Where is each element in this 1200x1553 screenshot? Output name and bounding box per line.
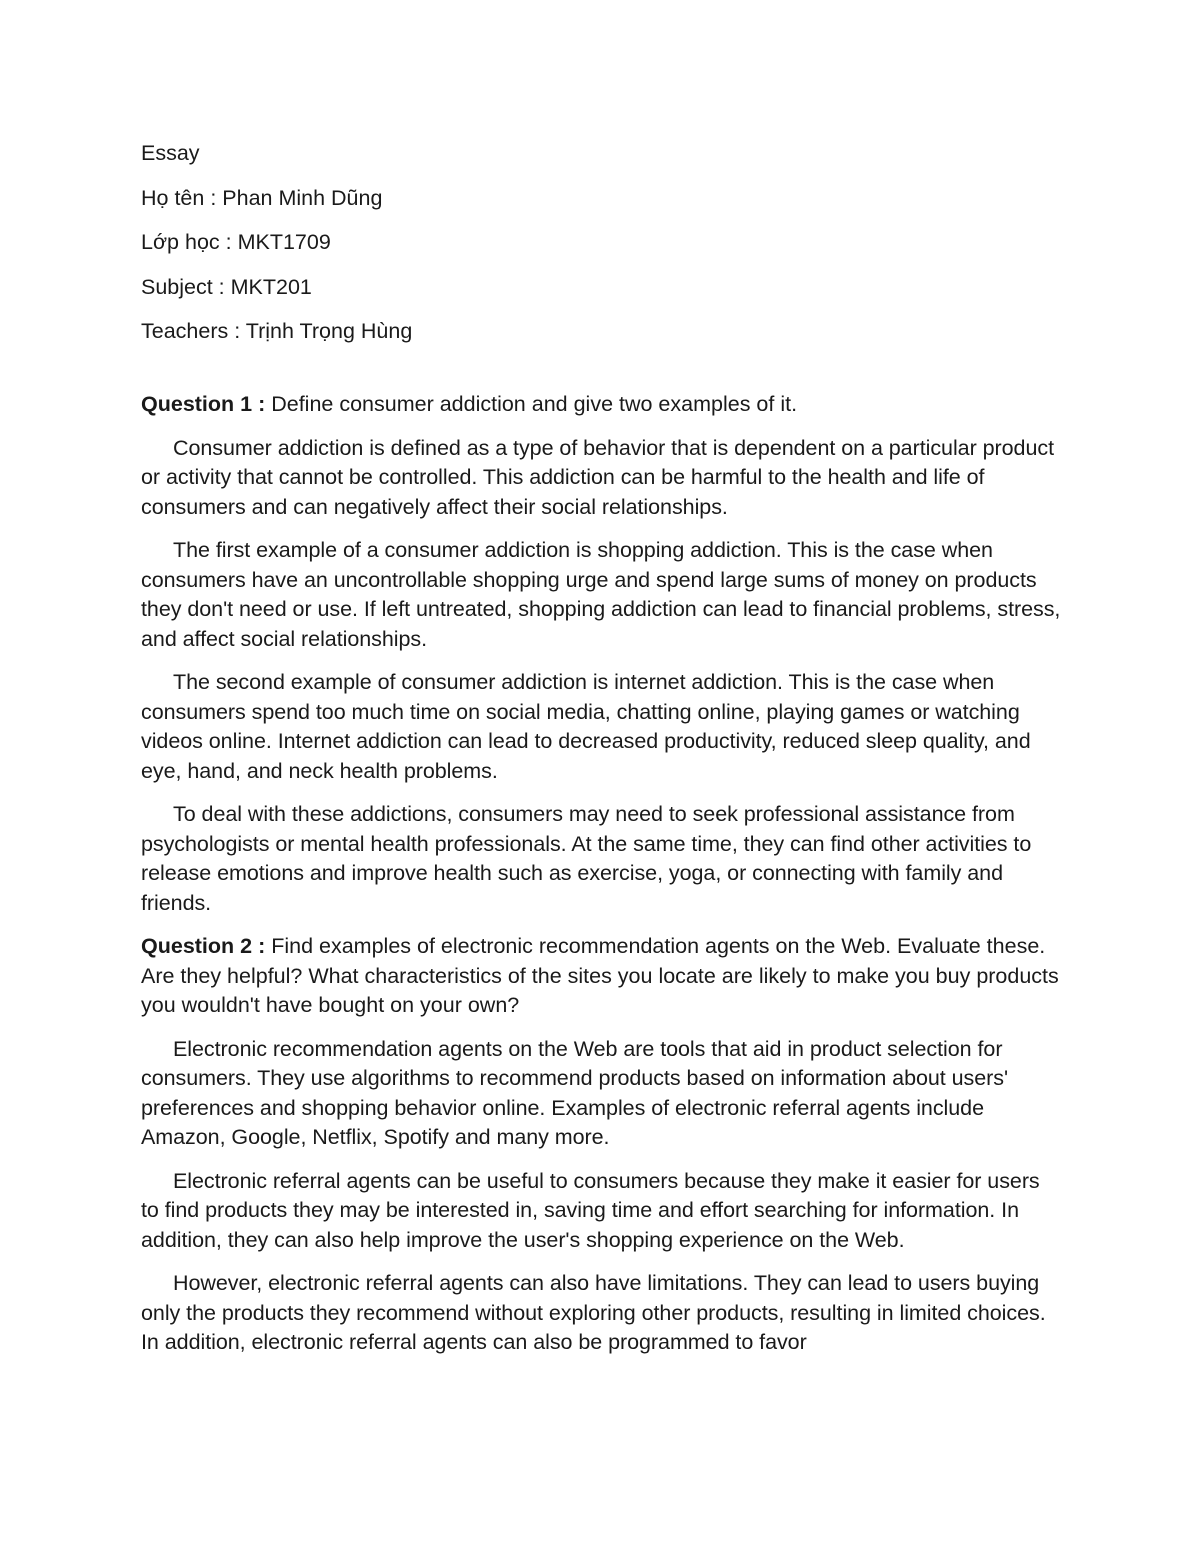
answer-1-paragraph: The first example of a consumer addiction is shopping addiction. This is the case when consumers have an uncontrollable shopping urge and spend large sums of money on products they don't need or use. If left untreated, shopping addiction can lead to financial problems, stress, and affect social relationships. (141, 538, 1061, 651)
question-1-prompt: Define consumer addiction and give two examples of it. (265, 392, 798, 416)
question-2-heading (141, 932, 1061, 1021)
answer-2-paragraph: Electronic referral agents can be useful to consumers because they make it easier for users to find products they may be interested in, saving time and effort searching for information. In addition, they can also help improve the user's shopping experience on the Web. (141, 1168, 1040, 1252)
essay-page (141, 138, 1061, 1372)
question-2-section (141, 932, 1061, 1358)
answer-1-paragraph: Consumer addiction is defined as a type of behavior that is dependent on a particular product or activity that cannot be controlled. This addiction can be harmful to the health and life of consumers and can negatively affect their social relationships. (141, 435, 1054, 519)
teacher-name: Teachers : Trịnh Trọng Hùng (141, 319, 413, 343)
answer-2-paragraph: However, electronic referral agents can also have limitations. They can lead to users buying only the products they recommend without exploring other products, resulting in limited choices. In addition, electronic referral agents can also be programmed to favor (141, 1271, 1046, 1354)
class-name: Lớp học : MKT1709 (141, 230, 331, 254)
subject-code: Subject : MKT201 (141, 274, 312, 299)
essay-header (141, 138, 1061, 346)
question-1-heading (141, 390, 1061, 420)
answer-1-paragraph: The second example of consumer addiction is internet addiction. This is the case when consumers spend too much time on social media, chatting online, playing games or watching videos online. Internet addiction can lead to decreased productivity, reduced sleep quality, and eye, hand, and neck health problems. (141, 670, 1031, 783)
answer-2-paragraph: Electronic recommendation agents on the Web are tools that aid in product selection for consumers. They use algorithms to recommend products based on information about users' preferences and shopping behavior online. Examples of electronic referral agents include Amazon, Google, Netflix, Spotify and many more. (141, 1036, 1009, 1149)
essay-title: Essay (141, 141, 200, 165)
student-name: Họ tên : Phan Minh Dũng (141, 185, 383, 210)
question-2-prompt: Find examples of electronic recommendation agents on the Web. Evaluate these. Are they helpful? What characteristics of the sites you locate are likely to make you buy products you wouldn't have bought on your own? (141, 934, 1059, 1017)
question-1-section (141, 390, 1061, 918)
question-1-label: Question 1 : (141, 392, 266, 416)
question-2-label: Question 2 : (141, 934, 266, 958)
answer-1-paragraph: To deal with these addictions, consumers may need to seek professional assistance from psychologists or mental health professionals. At the same time, they can find other activities to release emotions and improve health such as exercise, yoga, or connecting with family and friends. (141, 802, 1032, 915)
